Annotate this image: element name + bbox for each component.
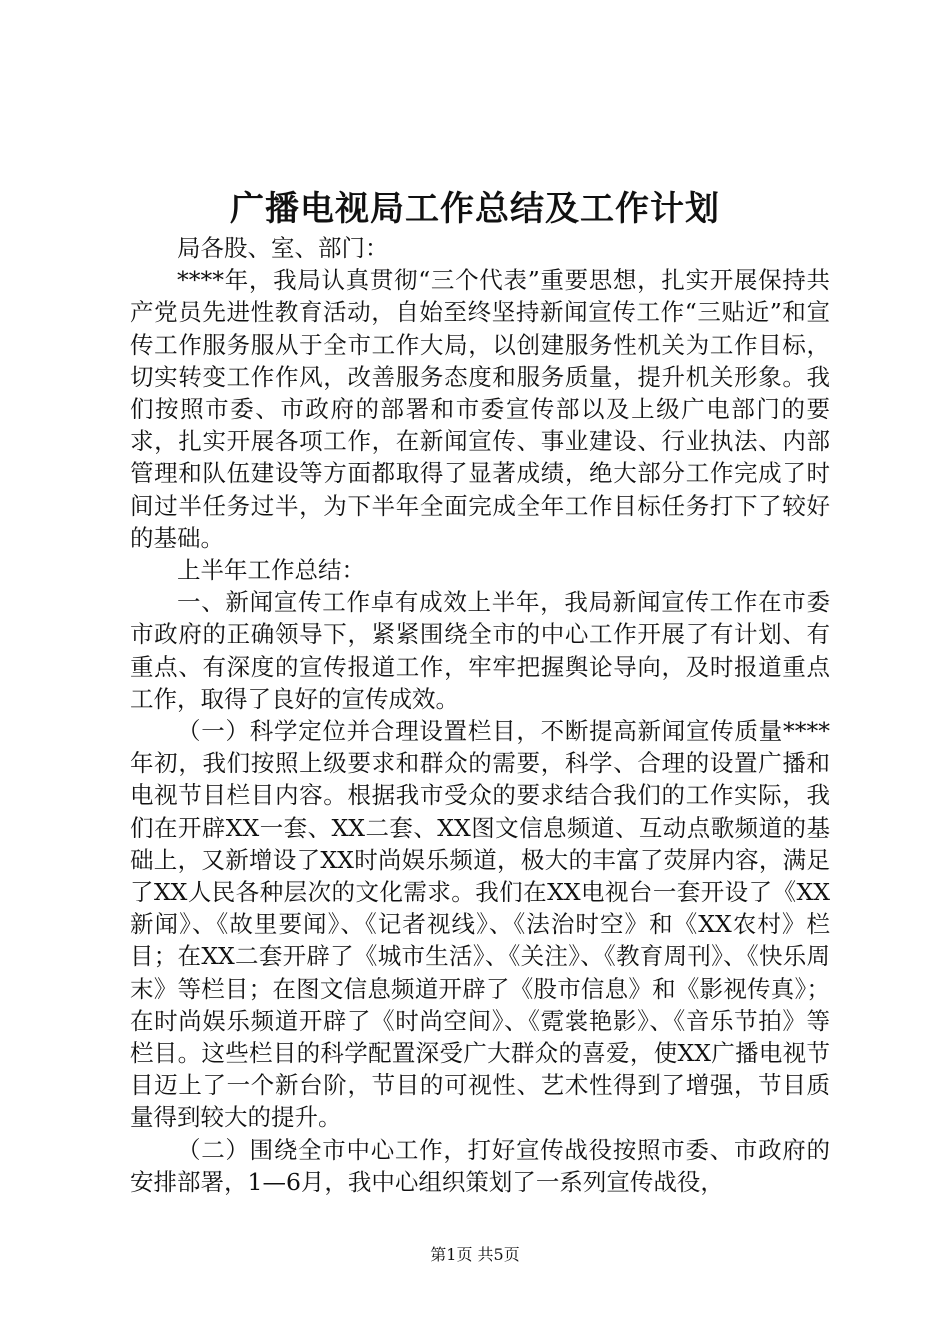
program-columns-paragraph: （一）科学定位并合理设置栏目，不断提高新闻宣传质量****年初，我们按照上级要求和群众的需要，科学、合理的设置广播和电视节目栏目内容。根据我市受众的要求结合我们的工作实际，我们在开辟XX一套、XX二套、XX图文信息频道、互动点歌频道的基础上，又新增设了XX时尚娱乐频道，极大的丰富了荧屏内容，满足了XX人民各种层次的文化需求。我们在XX电视台一套开设了《XX新闻》、《故里要闻》、《记者视线》、《法治时空》和《XX农村》栏目；在XX二套开辟了《城市生活》、《关注》、《教育周刊》、《快乐周末》等栏目；在图文信息频道开辟了《股市信息》和《影视传真》；在时尚娱乐频道开辟了《时尚空间》、《霓裳艳影》、《音乐节拍》等栏目。这些栏目的科学配置深受广大群众的喜爱，使XX广播电视节目迈上了一个新台阶，节目的可视性、艺术性得到了增强，节目质量得到较大的提升。 <box>130 717 830 1132</box>
news-work-paragraph: 一、新闻宣传工作卓有成效上半年，我局新闻宣传工作在市委市政府的正确领导下，紧紧围绕全市的中心工作开展了有计划、有重点、有深度的宣传报道工作，牢牢把握舆论导向，及时报道重点工作，取得了良好的宣传成效。 <box>130 588 830 713</box>
campaign-paragraph: （二）围绕全市中心工作，打好宣传战役按照市委、市政府的安排部署，1—6月，我中心组织策划了一系列宣传战役， <box>130 1135 830 1196</box>
document-title: 广播电视局工作总结及工作计划 <box>230 189 720 229</box>
intro-paragraph: ****年，我局认真贯彻“三个代表”重要思想，扎实开展保持共产党员先进性教育活动，自始至终坚持新闻宣传工作“三贴近”和宣传工作服务服从于全市工作大局，以创建服务性机关为工作目标，切实转变工作作风，改善服务态度和服务质量，提升机关形象。我们按照市委、市政府的部署和市委宣传部以及上级广电部门的要求，扎实开展各项工作，在新闻宣传、事业建设、行业执法、内部管理和队伍建设等方面都取得了显著成绩，绝大部分工作完成了时间过半任务过半，为下半年全面完成全年工作目标任务打下了较好的基础。 <box>130 266 830 552</box>
salutation-paragraph: 局各股、室、部门： <box>177 234 389 262</box>
section-heading-paragraph: 上半年工作总结： <box>177 556 365 585</box>
page-footer: 第1页 共5页 <box>430 1245 520 1264</box>
document-body <box>130 232 830 1198</box>
